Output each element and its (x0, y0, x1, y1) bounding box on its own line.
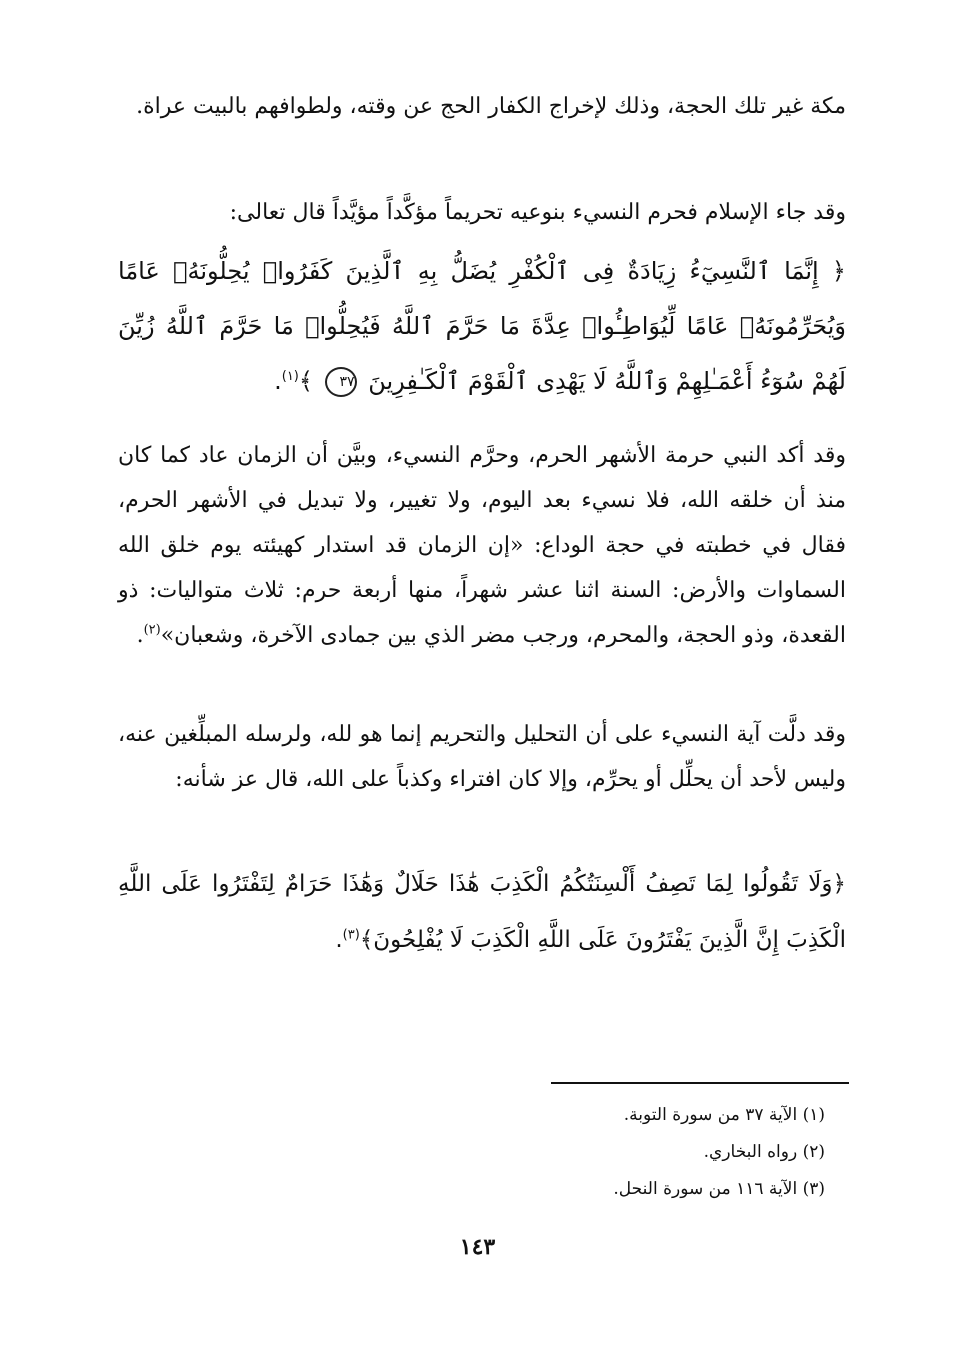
footnote-ref-1: (١) (281, 369, 299, 384)
paragraph-prophet-sermon-text: وقد أكد النبي حرمة الأشهر الحرم، وحرَّم النسيء، وبيَّن أن الزمان عاد كما كان منذ أن خلقه الله، فلا نسيء بعد اليوم، ولا تغيير، ولا تبديل في الأشهر الحرم، فقال في خطبته في حجة الوداع: «إن الزمان قد استدار كهيئته يوم خلق الله السماوات والأرض: السنة اثنا عشر شهراً، منها أربعة حرم: ثلاث متواليات: ذو القعدة، وذو الحجة، والمحرم، ورجب مضر الذي بين جمادى الآخرة، وشعبان» (118, 443, 846, 648)
quran-verse-tawbah: ﴿ إِنَّمَا ٱلنَّسِيٓءُ زِيَادَةٌ فِى ٱلْكُفْرِ يُضَلُّ بِهِ ٱلَّذِينَ كَفَرُوا۟ يُحِلُّونَهُۥ عَامًا وَيُحَرِّمُونَهُۥ عَامًا لِّيُوَاطِـُٔوا۟ عِدَّةَ مَا حَرَّمَ ٱللَّهُ فَيُحِلُّوا۟ مَا حَرَّمَ ٱللَّهُ زُيِّنَ لَهُمْ سُوٓءُ أَعْمَـٰلِهِمْ وَٱللَّهُ لَا يَهْدِى ٱلْقَوْمَ ٱلْكَـٰفِرِينَ ٣٧ ﴾$^{(١)}$. (118, 257, 846, 395)
ayah-number-marker: ٣٧ (325, 367, 357, 397)
footnote-ref-2: (٢) (143, 622, 161, 638)
paragraph-intro (118, 84, 846, 129)
footnote-text: الآية ٣٧ من سورة التوبة. (623, 1105, 798, 1125)
footnote-marker: (٢) (802, 1142, 825, 1162)
paragraph-nasi-meaning (118, 712, 846, 802)
footnote-item (450, 1097, 825, 1134)
footnote-divider (551, 1082, 849, 1084)
footnote-ref-3: (٣) (342, 927, 360, 943)
footnote-item (450, 1134, 825, 1171)
quran-verse-nahl-text: ﴿وَلَا تَقُولُوا لِمَا تَصِفُ أَلْسِنَتُكُمُ الْكَذِبَ هَٰذَا حَلَالٌ وَهَٰذَا حَرَامٌ لِتَفْتَرُوا عَلَى اللَّهِ الْكَذِبَ إِنَّ الَّذِينَ يَفْتَرُونَ عَلَى اللَّهِ الْكَذِبَ لَا يُفْلِحُونَ﴾ (118, 871, 846, 953)
footnote-marker: (٣) (802, 1179, 825, 1199)
paragraph-islam-prohibition-text: وقد جاء الإسلام فحرم النسيء بنوعيه تحريماً مؤكَّداً مؤيَّداً قال تعالى: (229, 200, 846, 225)
paragraph-prophet-sermon: وقد أكد النبي حرمة الأشهر الحرم، وحرَّم النسيء، وبيَّن أن الزمان عاد كما كان منذ أن خلقه الله، فلا نسيء بعد اليوم، ولا تغيير، ولا تبديل في الأشهر الحرم، فقال في خطبته في حجة الوداع: «إن الزمان قد استدار كهيئته يوم خلق الله السماوات والأرض: السنة اثنا عشر شهراً، منها أربعة حرم: ثلاث متواليات: ذو القعدة، وذو الحجة، والمحرم، ورجب مضر الذي بين جمادى الآخرة، وشعبان»$^{(٢)}$. (118, 443, 846, 648)
footnote-text: رواه البخاري. (703, 1142, 798, 1162)
paragraph-intro-text: مكة غير تلك الحجة، وذلك لإخراج الكفار الحج عن وقته، ولطوافهم بالبيت عراة. (136, 94, 846, 119)
page-number: ١٤٣ (459, 1234, 496, 1260)
paragraph-nasi-meaning-text: وقد دلَّت آية النسيء على أن التحليل والتحريم إنما هو لله، ولرسله المبلِّغين عنه، وليس لأحد أن يحلِّل أو يحرِّم، وإلا كان افتراء وكذباً على الله، قال عز شأنه: (118, 722, 846, 792)
quran-verse-tawbah-text: ﴿ إِنَّمَا ٱلنَّسِيٓءُ زِيَادَةٌ فِى ٱلْكُفْرِ يُضَلُّ بِهِ ٱلَّذِينَ كَفَرُوا۟ يُحِلُّونَهُۥ عَامًا وَيُحَرِّمُونَهُۥ عَامًا لِّيُوَاطِـُٔوا۟ عِدَّةَ مَا حَرَّمَ ٱللَّهُ فَيُحِلُّوا۟ مَا حَرَّمَ ٱللَّهُ زُيِّنَ لَهُمْ سُوٓءُ أَعْمَـٰلِهِمْ وَٱللَّهُ لَا يَهْدِى ٱلْقَوْمَ ٱلْكَـٰفِرِينَ (118, 257, 846, 395)
paragraph-islam-prohibition (118, 190, 846, 235)
footnote-marker: (١) (802, 1105, 825, 1125)
footnotes-section (450, 1097, 825, 1208)
quran-verse-nahl: ﴿وَلَا تَقُولُوا لِمَا تَصِفُ أَلْسِنَتُكُمُ الْكَذِبَ هَٰذَا حَلَالٌ وَهَٰذَا حَرَامٌ لِتَفْتَرُوا عَلَى اللَّهِ الْكَذِبَ إِنَّ الَّذِينَ يَفْتَرُونَ عَلَى اللَّهِ الْكَذِبَ لَا يُفْلِحُونَ﴾$^{(٣)}$. (118, 871, 846, 953)
footnote-item (450, 1171, 825, 1208)
footnote-text: الآية ١١٦ من سورة النحل. (613, 1179, 798, 1199)
quran-verse-close-bracket: ﴾ (298, 367, 313, 395)
